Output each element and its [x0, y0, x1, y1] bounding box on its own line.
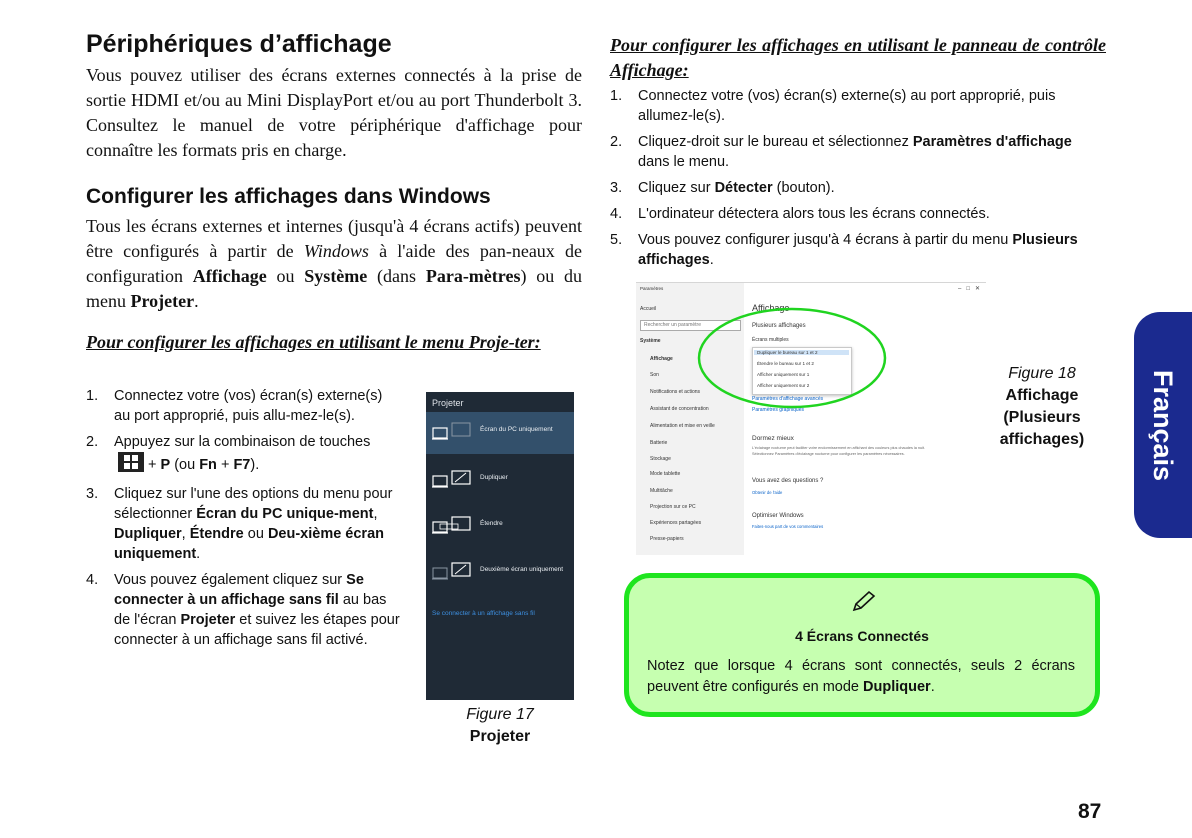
projeter-panel-title: Projeter [432, 398, 464, 408]
sidebar-item-notifications[interactable]: Notifications et actions [650, 389, 701, 395]
projeter-option-pc-only[interactable]: Écran du PC uniquement [426, 412, 574, 454]
sidebar-item-battery[interactable]: Batterie [650, 440, 668, 446]
figure18-caption: Figure 18 Affichage (Plusieurs affichages) [999, 365, 1085, 448]
dropdown-option[interactable]: Étendre le bureau sur 1 et 2 [757, 361, 814, 366]
multi-display-title: Plusieurs affichages [752, 323, 806, 329]
settings-page-title: Affichage [752, 303, 790, 313]
sidebar-item-tablet[interactable]: Mode tablette [650, 471, 681, 477]
list-item: 4. Vous pouvez également cliquez sur Se connecter à un affichage sans fil au bas de l'écran Projeter et suivez les étapes pour connecter à un affichage sans fil activé. [86, 572, 400, 648]
sleep-title: Dormez mieux [752, 435, 794, 442]
sidebar-item-storage[interactable]: Stockage [650, 456, 671, 462]
projeter-subheading: Pour configurer les affichages en utilisant le menu Proje-ter: [86, 332, 541, 352]
extend-icon [432, 516, 472, 536]
dropdown-option[interactable]: Dupliquer le bureau sur 1 et 2 [754, 350, 849, 355]
sidebar-item-power[interactable]: Alimentation et mise en veille [650, 423, 715, 429]
help-link[interactable]: Obtenir de l'aide [752, 490, 783, 495]
figure17-caption: Figure 17 Projeter [466, 706, 534, 745]
advanced-display-link[interactable]: Paramètres d'affichage avancés [752, 396, 824, 402]
sidebar-item-shared[interactable]: Expériences partagées [650, 520, 702, 526]
sidebar-item-affichage[interactable]: Affichage [650, 356, 673, 362]
settings-app-title: Paramètres [640, 286, 664, 291]
list-item: 2. Appuyez sur la combinaison de touches + P (ou Fn + F7). [86, 432, 402, 478]
multi-display-label: Écrans multiples [752, 337, 789, 343]
projeter-option-extend[interactable]: Étendre [426, 506, 574, 548]
settings-home[interactable]: Accueil [640, 306, 657, 312]
feedback-link[interactable]: Faites-nous part de vos commentaires [752, 524, 824, 529]
list-item: 4. L'ordinateur détectera alors tous les écrans connectés. [610, 206, 990, 222]
sidebar-item-son[interactable]: Son [650, 372, 659, 378]
highlight-ellipse [696, 306, 888, 410]
sleep-text: Sélectionnez Paramètres d'éclairage nocturne pour configurer les paramètres nécessaires. [752, 452, 905, 456]
questions-title: Vous avez des questions ? [752, 478, 824, 484]
projeter-steps [86, 386, 402, 656]
sleep-text: L'éclairage nocturne peut faciliter votre endormissement en affichant des couleurs plus chaudes la nuit. [752, 446, 926, 450]
sidebar-item-projection[interactable]: Projection sur ce PC [650, 504, 696, 510]
language-tab-label: Français [1148, 369, 1179, 481]
windows-key-icon [118, 452, 144, 478]
pencil-icon [850, 590, 876, 614]
list-item: 1. Connectez votre (vos) écran(s) externe(s) au port approprié, puis allumez-le(s). [610, 88, 1056, 124]
affichage-steps [610, 86, 1106, 276]
affichage-subheading: Pour configurer les affichages en utilisant le panneau de contrôle Affichage: [610, 35, 1106, 80]
window-controls-icon[interactable]: – □ ✕ [958, 286, 980, 292]
dropdown-option[interactable]: Afficher uniquement sur 2 [757, 383, 810, 388]
list-item: 2. Cliquez-droit sur le bureau et sélectionnez Paramètres d'affichage dans le menu. [610, 134, 1072, 170]
graphics-settings-link[interactable]: Paramètres graphiques [752, 407, 804, 413]
projeter-option-second-only[interactable]: Deuxième écran uniquement [426, 552, 574, 594]
optimize-title: Optimiser Windows [752, 513, 804, 519]
section-heading: Périphériques d’affichage [86, 30, 392, 58]
duplicate-icon [432, 470, 472, 490]
settings-search-input[interactable]: Rechercher un paramètre [640, 320, 741, 331]
note-box [624, 573, 1100, 717]
page-number: 87 [1078, 800, 1102, 823]
second-screen-icon [432, 562, 472, 582]
language-tab [1134, 312, 1192, 538]
note-title: 4 Écrans Connectés [795, 628, 929, 644]
sidebar-item-concentration[interactable]: Assistant de concentration [650, 406, 709, 412]
list-item: 1. Connectez votre (vos) écran(s) externe(s) au port approprié, puis allu-mez-le(s). [86, 388, 383, 424]
sidebar-item-clipboard[interactable]: Presse-papiers [650, 536, 684, 542]
note-text: Notez que lorsque 4 écrans sont connectés, seuls 2 écrans peuvent être configurés en mode Dupliquer. [647, 658, 1075, 695]
projeter-panel [426, 392, 574, 700]
dropdown-option[interactable]: Afficher uniquement sur 1 [757, 372, 810, 377]
list-item: 3. Cliquez sur l'une des options du menu pour sélectionner Écran du PC unique-ment, Dupliquer, Étendre ou Deu-xième écran uniquement. [86, 486, 393, 562]
list-item: 3. Cliquez sur Détecter (bouton). [610, 180, 835, 196]
projeter-option-duplicate[interactable]: Dupliquer [426, 460, 574, 502]
windows-paragraph: Tous les écrans externes et internes (jusqu'à 4 écrans actifs) peuvent être configurés à partir de Windows à l'aide des pan-neaux de configuration Affichage ou Système (dans Para-mètres) ou du menu Projeter. [86, 216, 582, 311]
settings-section-title: Système [640, 338, 661, 344]
pc-only-icon [432, 422, 472, 442]
list-item: 5. Vous pouvez configurer jusqu'à 4 écrans à partir du menu Plusieurs affichages. [610, 232, 1078, 268]
sidebar-item-multitask[interactable]: Multitâche [650, 488, 673, 494]
wireless-display-link[interactable]: Se connecter à un affichage sans fil [432, 610, 535, 617]
windows-heading: Configurer les affichages dans Windows [86, 185, 491, 208]
intro-paragraph: Vous pouvez utiliser des écrans externes connectés à la prise de sortie HDMI et/ou au Mini DisplayPort et/ou au port Thunderbolt 3. Consultez le manuel de votre périphérique d'affichage pour connaître les formats pris en charge. [86, 65, 582, 160]
